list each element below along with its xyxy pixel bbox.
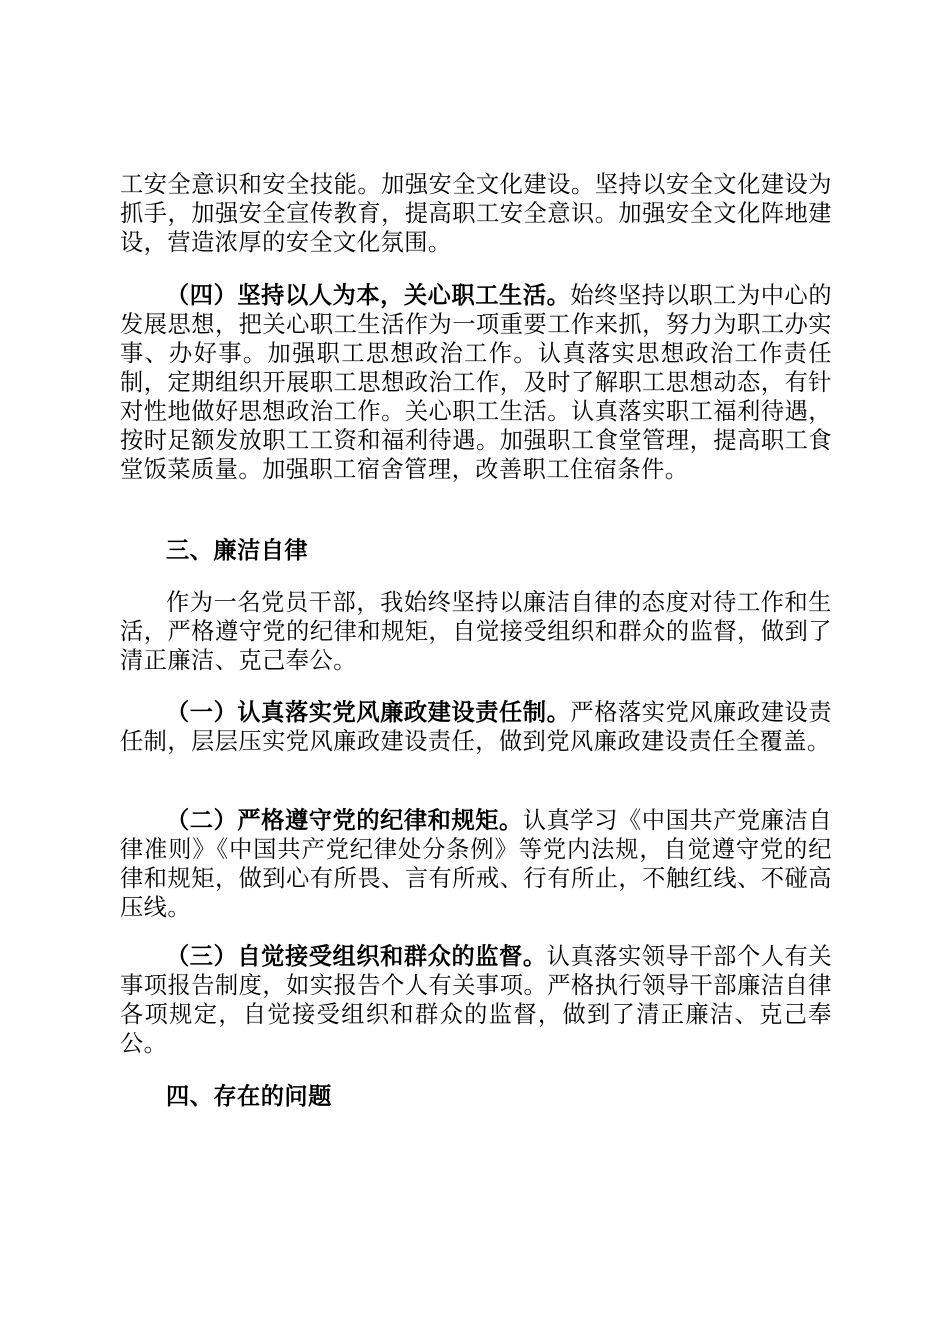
paragraph-text: 始终坚持以职工为中心的发展思想，把关心职工生活作为一项重要工作来抓，努力为职工办实事、办好事。加强职工思想政治工作。认真落实思想政治工作责任制，定期组织开展职工思想政治工作，及时了解职工思想动态，有针对性地做好思想政治工作。关心职工生活。认真落实职工福利待遇，按时足额发放职工工资和福利待遇。加强职工食堂管理，提高职工食堂饭菜质量。加强职工宿舍管理，改善职工住宿条件。 [120,282,833,483]
paragraph-lead: （二）严格遵守党的纪律和规矩。 [166,807,523,834]
paragraph-party-discipline [120,806,832,922]
paragraph-lead: （一）认真落实党风廉政建设责任制。 [166,699,571,726]
paragraph-text: 作为一名党员干部，我始终坚持以廉洁自律的态度对待工作和生活，严格遵守党的纪律和规矩，自觉接受组织和群众的监督，做到了清正廉洁、克己奉公。 [120,589,832,674]
paragraph-text: 工安全意识和安全技能。加强安全文化建设。坚持以安全文化建设为抓手，加强安全宣传教育，提高职工安全意识。加强安全文化阵地建设，营造浓厚的安全文化氛围。 [120,171,832,256]
paragraph-text: 认真落实领导干部个人有关事项报告制度，如实报告个人有关事项。严格执行领导干部廉洁自律各项规定，自觉接受组织和群众的监督，做到了清正廉洁、克己奉公。 [120,943,833,1057]
paragraph-text: 严格落实党风廉政建设责任制，层层压实党风廉政建设责任，做到党风廉政建设责任全覆盖。 [120,699,833,755]
paragraph-safety-culture [120,170,832,257]
paragraph-supervision [120,942,832,1058]
section-heading-problems: 四、存在的问题 [166,1083,332,1110]
paragraph-lead: （三）自觉接受组织和群众的监督。 [166,943,547,970]
paragraph-text: 认真学习《中国共产党廉洁自律准则》《中国共产党纪律处分条例》等党内法规，自觉遵守党的纪律和规矩，做到心有所畏、言有所戒、行有所止，不触红线、不碰高压线。 [120,807,833,921]
paragraph-lead: （四）坚持以人为本，关心职工生活。 [166,282,571,309]
paragraph-integrity-intro [120,588,832,675]
section-heading-integrity: 三、廉洁自律 [166,537,309,564]
paragraph-care-for-staff [120,281,832,484]
paragraph-responsibility-system [120,698,832,756]
